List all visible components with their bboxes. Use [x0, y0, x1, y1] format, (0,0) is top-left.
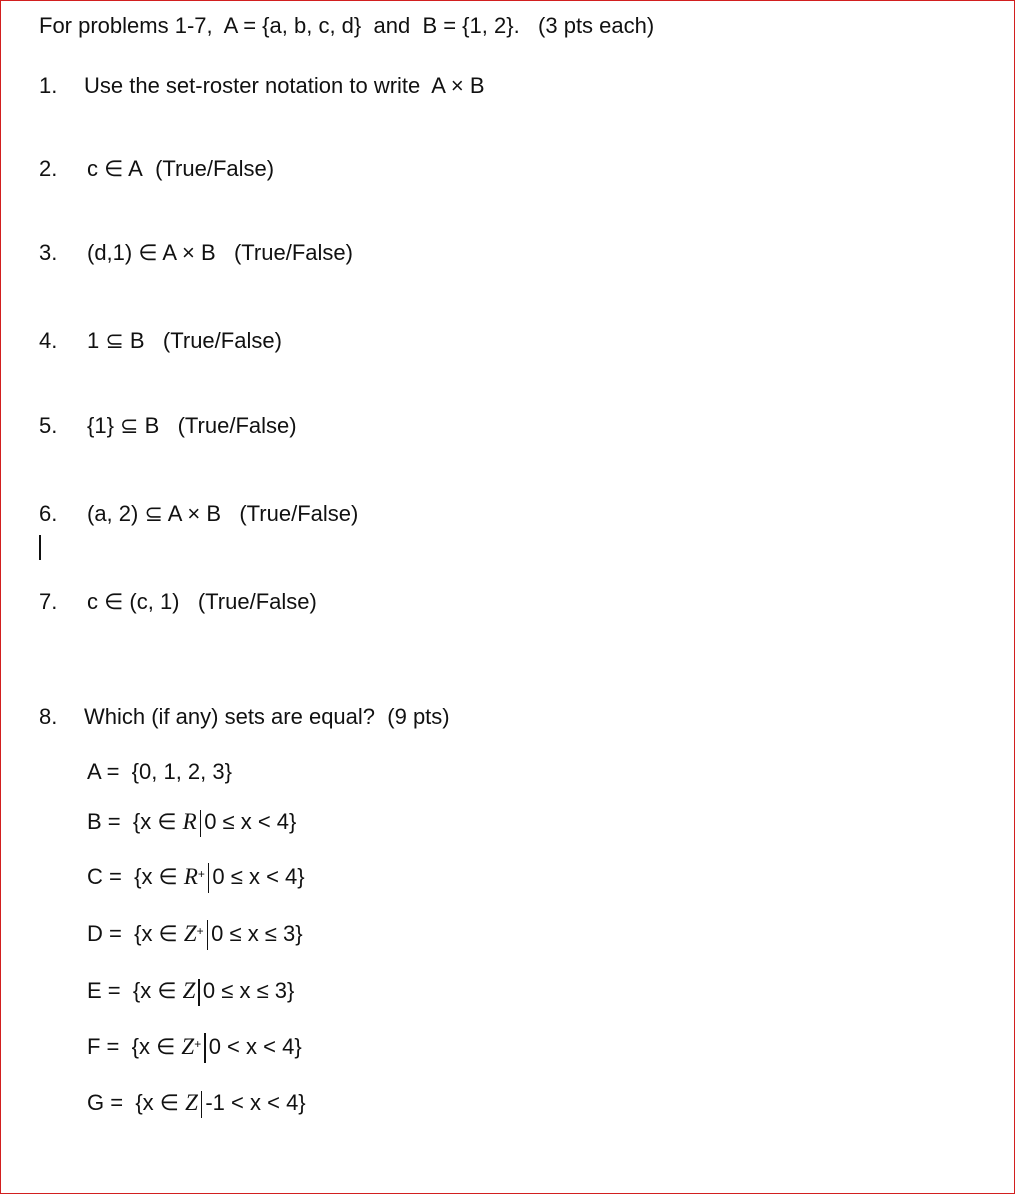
- true-false-label: (True/False): [162, 328, 282, 353]
- question-text: [87, 588, 317, 616]
- set-open: {x ∈: [134, 864, 178, 889]
- question-text: [87, 412, 297, 440]
- question-number: 4.: [39, 328, 58, 353]
- set-condition: 0 ≤ x ≤ 3}: [202, 978, 295, 1003]
- set-open: {x ∈: [132, 809, 177, 834]
- text-cursor: [39, 535, 41, 560]
- question-number: 1.: [39, 73, 58, 98]
- such-that-bar: [198, 979, 200, 1006]
- set-a: [87, 758, 232, 786]
- set-domain-superscript: +: [194, 1037, 202, 1051]
- such-that-bar: [207, 920, 209, 950]
- set-lhs: E =: [87, 978, 121, 1003]
- question-expression: {1} ⊆ B: [87, 413, 160, 438]
- true-false-label: (True/False): [239, 501, 359, 526]
- question-text: [87, 239, 353, 267]
- set-open: {x ∈: [132, 978, 177, 1003]
- set-g: [87, 1089, 306, 1118]
- set-e: [87, 977, 294, 1006]
- set-f: [87, 1033, 302, 1063]
- set-lhs: F =: [87, 1034, 120, 1059]
- true-false-label: (True/False): [233, 240, 353, 265]
- question-expression: c ∈ (c, 1): [87, 589, 180, 614]
- question-number: 6.: [39, 501, 58, 526]
- set-domain: R: [182, 809, 197, 834]
- set-lhs: D =: [87, 921, 122, 946]
- set-condition: 0 < x < 4}: [208, 1034, 302, 1059]
- question-points: (9 pts): [387, 704, 450, 729]
- true-false-label: (True/False): [155, 156, 275, 181]
- set-b: [87, 808, 296, 837]
- set-domain: R: [183, 864, 198, 889]
- set-lhs: G =: [87, 1090, 124, 1115]
- set-domain: Z: [182, 978, 196, 1003]
- question-number: 8.: [39, 704, 58, 729]
- question-expression: (d,1) ∈ A × B: [87, 240, 216, 265]
- question-number: 5.: [39, 413, 58, 438]
- question-text: Use the set-roster notation to write A × B: [84, 73, 485, 98]
- set-domain-superscript: +: [196, 924, 204, 938]
- set-b-definition: B = {1, 2}.: [422, 13, 520, 38]
- question-expression: A × B: [431, 73, 485, 98]
- question-expression: c ∈ A: [87, 156, 143, 181]
- set-condition: 0 ≤ x < 4}: [204, 809, 297, 834]
- question-expression: 1 ⊆ B: [87, 328, 145, 353]
- question-text: Which (if any) sets are equal? (9 pts): [84, 704, 450, 729]
- header-and: and: [373, 13, 411, 38]
- set-d: [87, 920, 303, 950]
- set-a-definition: A = {a, b, c, d}: [223, 13, 362, 38]
- question-text: [87, 500, 358, 528]
- set-lhs: C =: [87, 864, 122, 889]
- such-that-bar: [204, 1033, 206, 1063]
- set-roster: {0, 1, 2, 3}: [131, 759, 232, 784]
- set-condition: -1 < x < 4}: [205, 1090, 306, 1115]
- set-condition: 0 ≤ x ≤ 3}: [211, 921, 303, 946]
- set-c: [87, 863, 305, 893]
- set-open: {x ∈: [131, 1034, 176, 1059]
- set-domain: Z: [183, 921, 197, 946]
- set-lhs: A =: [87, 759, 120, 784]
- question-text: [87, 155, 274, 183]
- header-points: (3 pts each): [538, 13, 655, 38]
- set-domain: Z: [181, 1034, 195, 1059]
- set-open: {x ∈: [134, 921, 178, 946]
- true-false-label: (True/False): [197, 589, 317, 614]
- set-open: {x ∈: [135, 1090, 179, 1115]
- question-number: 2.: [39, 156, 58, 181]
- set-condition: 0 ≤ x < 4}: [212, 864, 305, 889]
- question-expression: (a, 2) ⊆ A × B: [87, 501, 221, 526]
- question-number: 7.: [39, 589, 58, 614]
- such-that-bar: [201, 1091, 203, 1118]
- such-that-bar: [200, 810, 202, 837]
- set-lhs: B =: [87, 809, 121, 834]
- question-text: [87, 327, 282, 355]
- question-number: 3.: [39, 240, 58, 265]
- set-domain-superscript: +: [197, 867, 205, 881]
- true-false-label: (True/False): [177, 413, 297, 438]
- set-domain: Z: [185, 1090, 198, 1115]
- header-intro: For problems 1-7,: [39, 13, 213, 38]
- such-that-bar: [208, 863, 210, 893]
- problem-header: [39, 12, 654, 40]
